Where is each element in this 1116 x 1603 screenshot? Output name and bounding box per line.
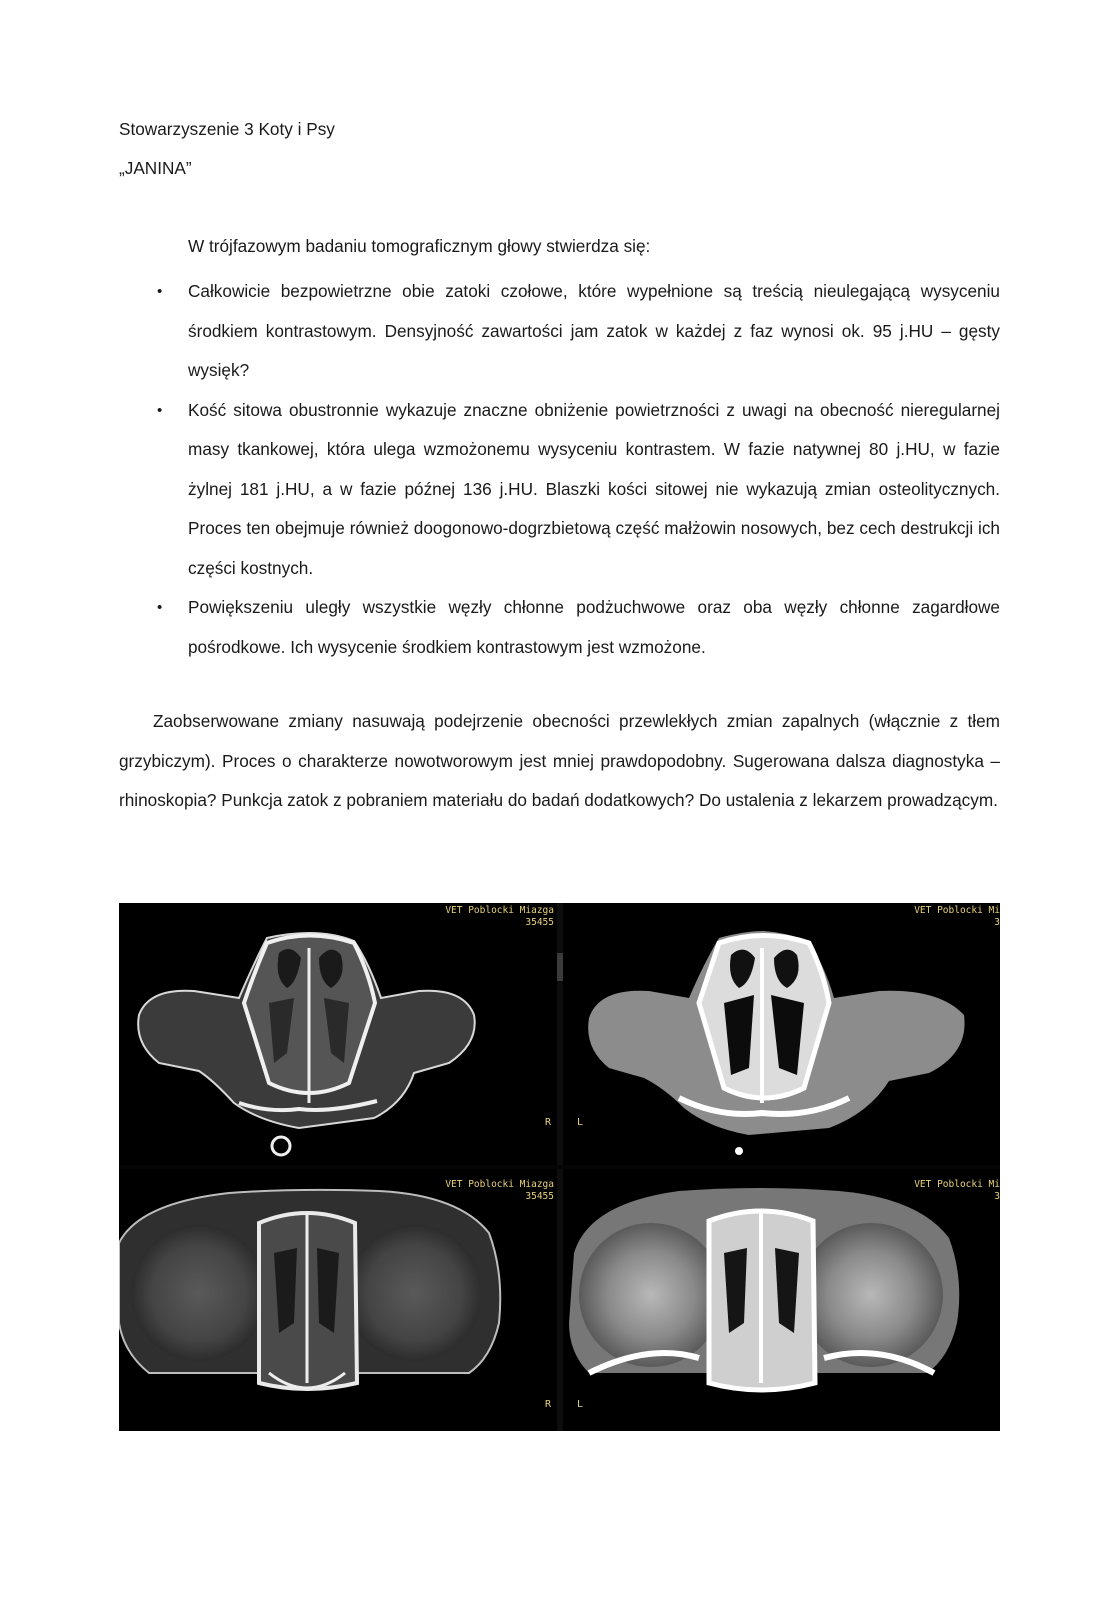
patient-name: „JANINA” <box>119 158 192 178</box>
finding-item <box>150 588 1000 667</box>
findings-list <box>150 272 1000 667</box>
scan-label-line: 3 <box>994 917 1000 928</box>
scan-label-line: VET Poblocki Mi <box>914 1179 1000 1190</box>
ct-panel-bottom-right <box>569 1188 959 1390</box>
report-conclusion: Zaobserwowane zmiany nasuwają podejrzenie obecności przewlekłych zmian zapalnych (włącznie z tłem grzybiczym). Proces o charakterze nowotworowym jest mniej prawdopodobny. Sugerowana dalsza diagnostyka – rhinoskopia? Punkcja zatok z pobraniem materiału do badań dodatkowych? Do ustalenia z lekarzem prowadzącym. <box>119 711 1000 810</box>
scan-label-top-left <box>381 905 554 929</box>
scan-label-top-right <box>849 905 1000 929</box>
finding-text: Powiększeniu uległy wszystkie węzły chłonne podżuchwowe oraz oba węzły chłonne zagardłowe pośrodkowe. Ich wysycenie środkiem kontrastowym jest wzmożone. <box>188 597 1000 657</box>
ct-panel-top-right <box>588 931 964 1155</box>
scan-label-line: 35455 <box>525 917 554 928</box>
scan-label-line: 3 <box>994 1191 1000 1202</box>
scan-label-line: VET Poblocki Mi <box>914 905 1000 916</box>
scan-label-bottom-left <box>381 1179 554 1203</box>
orientation-marker: L <box>577 1117 584 1128</box>
ct-panel-top-left <box>138 933 475 1155</box>
bullet-icon: • <box>157 283 163 300</box>
orientation-marker: R <box>545 1399 552 1410</box>
scan-label-bottom-right <box>849 1179 1000 1203</box>
finding-text: Całkowicie bezpowietrzne obie zatoki czołowe, które wypełnione są treścią nieulegającą wysyceniu środkiem kontrastowym. Densyjność zawartości jam zatok w każdej z faz wynosi ok. 95 j.HU – gęsty wysięk? <box>188 281 1000 380</box>
finding-item <box>150 272 1000 391</box>
bullet-icon: • <box>157 401 163 419</box>
orientation-marker: R <box>545 1117 552 1128</box>
organization-name: Stowarzyszenie 3 Koty i Psy <box>119 119 335 139</box>
ct-scan-grid <box>119 903 1000 1431</box>
report-intro: W trójfazowym badaniu tomograficznym głowy stwierdza się: <box>188 236 651 256</box>
finding-item <box>150 391 1000 589</box>
bullet-icon: • <box>157 599 163 616</box>
scan-label-line: VET Poblocki Miazga <box>445 1179 554 1190</box>
orientation-marker: L <box>577 1399 584 1410</box>
scan-label-line: VET Poblocki Miazga <box>445 905 554 916</box>
scan-label-line: 35455 <box>525 1191 554 1202</box>
finding-text: Kość sitowa obustronnie wykazuje znaczne obniżenie powietrzności z uwagi na obecność nieregularnej masy tkankowej, która ulega wzmożonemu wysyceniu kontrastem. W fazie natywnej 80 j.HU, w fazie żylnej 181 j.HU, a w fazie późnej 136 j.HU. Blaszki kości sitowej nie wykazują zmian osteolitycznych. Proces ten obejmuje również doogonowo-dogrzbietową część małżowin nosowych, bez cech destrukcji ich części kostnych. <box>188 399 1000 578</box>
ct-panel-bottom-left <box>119 1190 500 1389</box>
ct-scan-image <box>119 903 1000 1431</box>
